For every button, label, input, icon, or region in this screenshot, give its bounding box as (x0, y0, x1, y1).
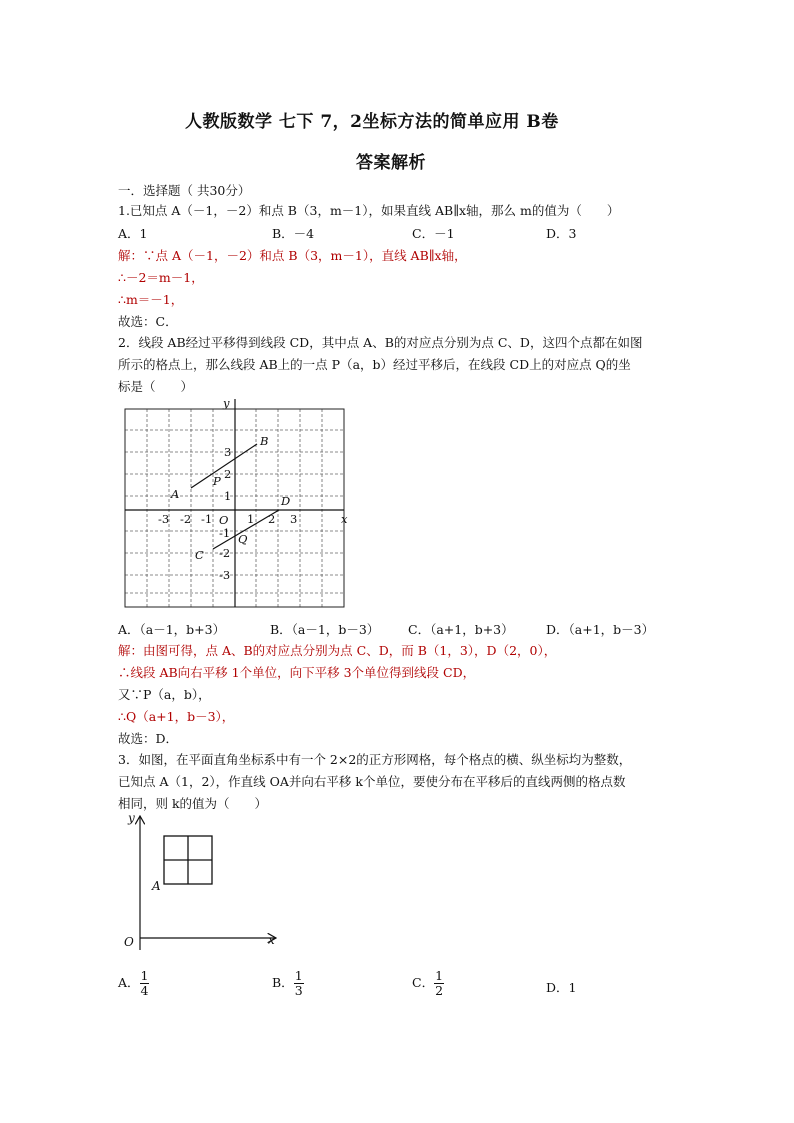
q2-y-tick: 2 (224, 467, 232, 481)
q2-point-c-label: C (195, 548, 204, 562)
q1-option-c: C．－1 (412, 226, 455, 241)
q2-extra-line-1: 又∵P（a，b）， (118, 687, 211, 702)
q3-option-c-letter: C． (412, 975, 435, 990)
q2-point-d-label: D (281, 494, 291, 508)
q2-coordinate-grid (122, 397, 352, 612)
q3-stem-line-1: 3．如图，在平面直角坐标系中有一个 2×2的正方形网格，每个格点的横、纵坐标均为整数， (118, 752, 632, 767)
q2-option-d: D．（a+1，b－3） (546, 622, 655, 637)
q3-option-d (546, 978, 576, 996)
q3-x-axis-label: x (268, 933, 275, 947)
q3-y-axis-label: y (128, 811, 135, 825)
q3-option-a-denominator: 4 (140, 983, 149, 998)
document-title: 人教版数学 七下 7，2坐标方法的简单应用 B卷 (185, 112, 559, 132)
q2-extra-line-2: ∴Q（a+1，b－3）， (118, 709, 235, 724)
q1-option-b: B．－4 (272, 226, 315, 241)
q2-x-tick: 1 (247, 512, 255, 526)
q3-option-a-numerator: 1 (140, 968, 149, 983)
q1-answer: 故选：C． (118, 314, 178, 329)
q2-y-tick: -1 (219, 526, 231, 540)
q1-stem: 1.已知点 A（－1，－2）和点 B（3，m－1），如果直线 AB∥x轴，那么 m的值为（ ） (118, 203, 620, 218)
q2-point-b-label: B (260, 434, 269, 448)
q2-y-tick: 3 (224, 445, 232, 459)
q2-option-b: B．（a－1，b－3） (270, 622, 380, 637)
q2-point-p-label: P (213, 474, 221, 488)
q3-option-b (272, 969, 304, 998)
q2-point-q-label: Q (238, 532, 248, 546)
q2-x-tick: -1 (201, 512, 213, 526)
q3-option-c-denominator: 2 (435, 983, 444, 998)
q2-x-axis-label: x (341, 512, 348, 526)
q2-x-tick: 2 (268, 512, 276, 526)
q2-stem-line-2: 所示的格点上，那么线段 AB上的一点 P（a，b）经过平移后，在线段 CD上的对应点 Q的坐 (118, 357, 631, 372)
q3-option-d-value: 1 (568, 980, 577, 995)
q3-option-a (118, 969, 149, 998)
q1-option-d: D．3 (546, 226, 577, 241)
q1-option-a: A．1 (118, 226, 148, 241)
q3-square-grid (164, 836, 212, 884)
q2-stem-line-1: 2．线段 AB经过平移得到线段 CD，其中点 A、B的对应点分别为点 C、D，这四个点都在如图 (118, 335, 643, 350)
q2-x-tick: -2 (180, 512, 192, 526)
q3-option-b-letter: B． (272, 975, 294, 990)
q1-solution-line-1: 解：∵点 A（－1，－2）和点 B（3，m－1），直线 AB∥x轴， (118, 248, 467, 263)
q3-option-d-letter: D． (546, 980, 569, 995)
q2-y-tick: 1 (224, 489, 232, 503)
q2-x-tick: 3 (290, 512, 298, 526)
q1-solution-line-3: ∴m＝－1， (118, 292, 184, 307)
q2-y-tick: -2 (219, 546, 231, 560)
q3-stem-line-2: 已知点 A（1，2），作直线 OA并向右平移 k个单位，要使分布在平移后的直线两侧的格点数 (118, 774, 626, 789)
q3-option-b-denominator: 3 (294, 983, 303, 998)
document-subtitle: 答案解析 (356, 153, 426, 173)
q2-option-c: C．（a+1，b+3） (408, 622, 514, 637)
q2-x-tick: -3 (158, 512, 170, 526)
q3-origin-label: O (124, 935, 134, 949)
q2-solution-line-2: ∴线段 AB向右平移 1个单位，向下平移 3个单位得到线段 CD， (118, 665, 476, 680)
q1-solution-line-2: ∴－2＝m－1， (118, 270, 204, 285)
q3-option-c-numerator: 1 (435, 968, 444, 983)
q2-answer: 故选：D． (118, 731, 179, 746)
q2-point-a-label: A (171, 487, 180, 501)
q2-y-axis-label: y (223, 397, 230, 410)
q2-y-tick: -3 (219, 568, 231, 582)
q3-point-a-label: A (152, 879, 161, 893)
q2-solution-line-1: 解：由图可得，点 A、B的对应点分别为点 C、D，而 B（1，3），D（2，0）， (118, 643, 557, 658)
q3-coordinate-graph (118, 810, 288, 955)
section-heading: 一．选择题（ 共30分） (118, 183, 251, 198)
q3-option-a-letter: A． (118, 975, 140, 990)
q2-origin-label: O (219, 513, 229, 527)
q2-stem-line-3: 标是（ ） (118, 379, 194, 394)
q3-option-c (412, 969, 444, 998)
q3-stem-line-3: 相同，则 k的值为（ ） (118, 796, 268, 811)
q3-option-b-numerator: 1 (294, 968, 303, 983)
q2-option-a: A．（a－1，b+3） (118, 622, 226, 637)
